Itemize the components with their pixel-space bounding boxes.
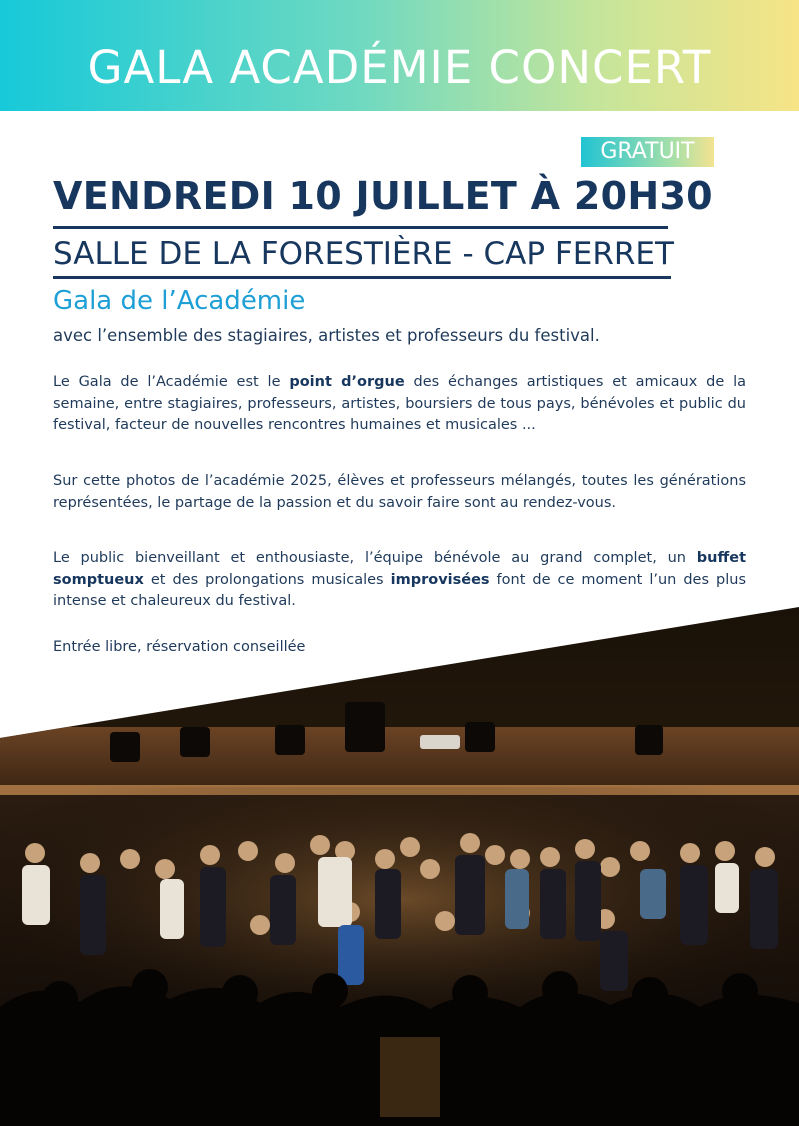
text-run: Le Gala de l’Académie est le (53, 374, 290, 390)
academy-group-photo (0, 607, 799, 1126)
event-subtitle: Gala de l’Académie (53, 286, 306, 316)
text-run: Le public bienveillant et enthousiaste, l’équipe bénévole au grand complet, un (53, 550, 697, 566)
text-run: font de ce moment l’un des plus intense et chaleureux du festival. (53, 571, 746, 609)
header-banner (0, 0, 799, 111)
text-run: des échanges artistiques et amicaux de la semaine, entre stagiaires, professeurs, artistes, boursiers de tous pays, bénévoles et public du festival, facteur de nouvelles rencontres humaines et musicales ... (53, 374, 747, 433)
text-run: et des prolongations musicales (143, 571, 391, 588)
entry-note: Entrée libre, réservation conseillée (53, 639, 306, 655)
paragraph-public (53, 548, 746, 613)
event-date: VENDREDI 10 JUILLET À 20H30 (53, 174, 713, 218)
highlight-improvisees: improvisées (390, 571, 490, 588)
photo-illustration (0, 607, 799, 1126)
highlight-point-orgue: point d’orgue (289, 374, 405, 390)
page-title: GALA ACADÉMIE CONCERT (87, 41, 712, 94)
paragraph-photo: Sur cette photos de l’académie 2025, élèves et professeurs mélangés, toutes les générations représentées, le partage de la passion et du savoir faire sont au rendez-vous. (53, 473, 746, 511)
free-badge: GRATUIT (581, 137, 714, 167)
paragraph-gala (53, 372, 746, 437)
event-intro: avec l’ensemble des stagiaires, artistes et professeurs du festival. (53, 326, 600, 345)
highlight-buffet: buffet somptueux (53, 550, 746, 588)
event-venue: SALLE DE LA FORESTIÈRE - CAP FERRET (53, 236, 674, 272)
divider-top (53, 226, 668, 229)
divider-bottom (53, 276, 671, 279)
